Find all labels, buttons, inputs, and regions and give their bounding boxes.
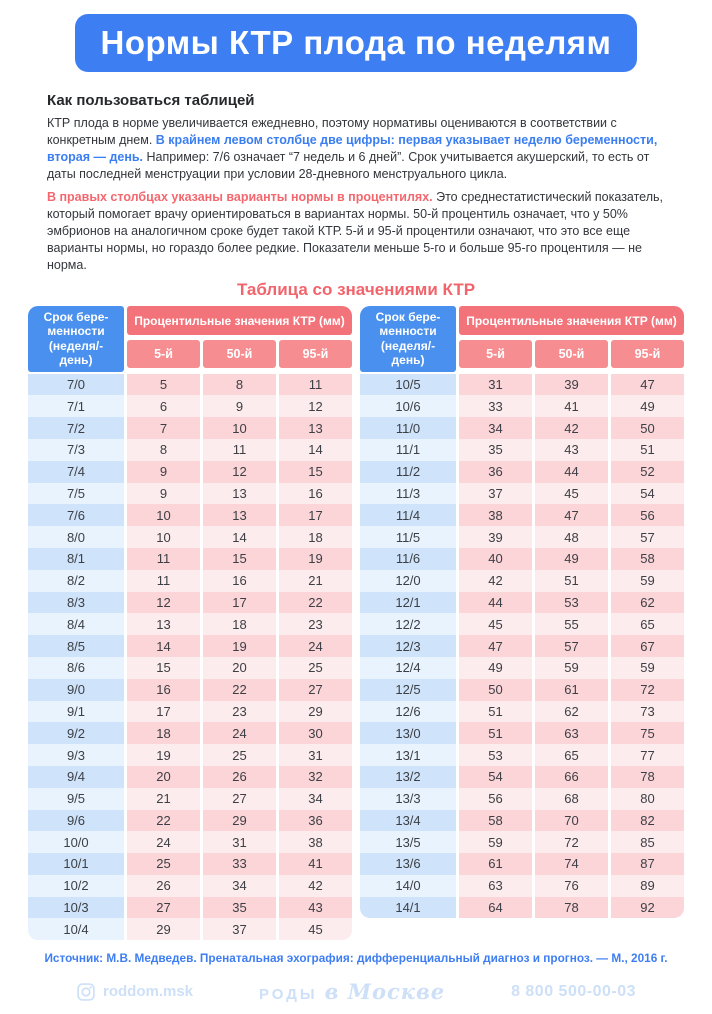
gestation-week-cell: 7/4 [28, 461, 124, 483]
ktr-value-cell: 41 [535, 395, 608, 417]
gestation-week-cell: 8/3 [28, 592, 124, 614]
gestation-week-cell: 10/0 [28, 831, 124, 853]
ktr-value-cell: 24 [127, 831, 200, 853]
gestation-week-cell: 8/0 [28, 526, 124, 548]
ktr-value-cell: 29 [203, 810, 276, 832]
ktr-value-cell: 33 [203, 853, 276, 875]
gestation-week-cell: 13/2 [360, 766, 456, 788]
ktr-value-cell: 59 [611, 657, 684, 679]
ktr-value-cell: 22 [127, 810, 200, 832]
ktr-value-cell: 9 [127, 483, 200, 505]
percentile-5th-header: 5-й [459, 340, 532, 368]
ktr-value-cell: 14 [203, 526, 276, 548]
ktr-value-cell: 56 [459, 788, 532, 810]
ktr-value-cell: 18 [127, 722, 200, 744]
ktr-value-cell: 19 [279, 548, 352, 570]
ktr-value-cell: 31 [203, 831, 276, 853]
ktr-value-cell: 50 [459, 679, 532, 701]
ktr-value-cell: 12 [279, 395, 352, 417]
percentile-subheaders [459, 340, 684, 371]
ktr-value-cell: 47 [535, 504, 608, 526]
ktr-value-cell: 38 [279, 831, 352, 853]
p2-red-emphasis: В правых столбцах указаны варианты нормы в процентилях. [47, 190, 433, 204]
ktr-value-cell: 10 [127, 526, 200, 548]
ktr-value-cell: 7 [127, 417, 200, 439]
gestation-week-cell: 7/2 [28, 417, 124, 439]
p1-blue-emphasis: В крайнем левом столбце две цифры: первая указывает неделю беременности, вторая — день. [47, 133, 658, 164]
ktr-value-cell: 13 [203, 504, 276, 526]
gestation-week-cell: 7/0 [28, 374, 124, 396]
ktr-value-cell: 31 [279, 744, 352, 766]
ktr-value-cell: 25 [203, 744, 276, 766]
ktr-value-cell: 8 [203, 374, 276, 396]
how-to-heading: Как пользоваться таблицей [47, 92, 255, 109]
gestation-week-cell: 10/5 [360, 374, 456, 396]
ktr-value-cell: 49 [459, 657, 532, 679]
ktr-value-cell: 44 [535, 461, 608, 483]
table-header-left [28, 306, 352, 372]
gestation-week-cell: 7/1 [28, 395, 124, 417]
gestation-week-cell: 11/5 [360, 526, 456, 548]
table-body-right [360, 374, 684, 919]
ktr-value-cell: 10 [203, 417, 276, 439]
ktr-table-left [28, 306, 352, 940]
ktr-value-cell: 61 [459, 853, 532, 875]
ktr-value-cell: 10 [127, 504, 200, 526]
instagram-icon [76, 982, 96, 1002]
gestation-week-cell: 11/3 [360, 483, 456, 505]
ktr-value-cell: 16 [203, 570, 276, 592]
ktr-value-cell: 73 [611, 701, 684, 723]
ktr-value-cell: 62 [611, 592, 684, 614]
ktr-value-cell: 65 [535, 744, 608, 766]
ktr-value-cell: 68 [535, 788, 608, 810]
ktr-value-cell: 33 [459, 395, 532, 417]
ktr-value-cell: 63 [459, 875, 532, 897]
gestation-week-cell: 13/6 [360, 853, 456, 875]
ktr-value-cell: 18 [279, 526, 352, 548]
ktr-value-cell: 45 [459, 613, 532, 635]
ktr-value-cell: 15 [279, 461, 352, 483]
gestation-week-cell: 12/6 [360, 701, 456, 723]
ktr-value-cell: 36 [459, 461, 532, 483]
logo-text-caps: РОДЫ [258, 986, 318, 1004]
gestation-week-cell: 9/5 [28, 788, 124, 810]
ktr-value-cell: 65 [611, 613, 684, 635]
ktr-value-cell: 18 [203, 613, 276, 635]
gestation-week-cell: 11/1 [360, 439, 456, 461]
page-title: Нормы КТР плода по неделям [100, 24, 612, 61]
ktr-value-cell: 56 [611, 504, 684, 526]
ktr-value-cell: 25 [127, 853, 200, 875]
ktr-value-cell: 89 [611, 875, 684, 897]
table-section-title: Таблица со значениями КТР [236, 280, 476, 299]
ktr-value-cell: 61 [535, 679, 608, 701]
ktr-value-cell: 35 [203, 897, 276, 919]
gestation-week-cell: 8/6 [28, 657, 124, 679]
ktr-value-cell: 36 [279, 810, 352, 832]
ktr-value-cell: 6 [127, 395, 200, 417]
ktr-value-cell: 58 [459, 810, 532, 832]
ktr-value-cell: 11 [127, 570, 200, 592]
ktr-value-cell: 15 [203, 548, 276, 570]
gestation-column-header: Срок бере-менности (неделя/-день) [28, 306, 124, 372]
gestation-week-cell: 9/1 [28, 701, 124, 723]
gestation-week-cell: 14/0 [360, 875, 456, 897]
table-header-right [360, 306, 684, 372]
ktr-value-cell: 35 [459, 439, 532, 461]
ktr-value-cell: 51 [611, 439, 684, 461]
ktr-value-cell: 29 [127, 918, 200, 940]
ktr-value-cell: 42 [535, 417, 608, 439]
gestation-week-cell: 11/6 [360, 548, 456, 570]
ktr-value-cell: 52 [611, 461, 684, 483]
ktr-value-cell: 77 [611, 744, 684, 766]
gestation-week-cell: 11/4 [360, 504, 456, 526]
ktr-value-cell: 43 [279, 897, 352, 919]
gestation-week-cell: 14/1 [360, 897, 456, 919]
p1-text-start: КТР плода в норме увеличивается ежедневно, поэтому нормативы оцениваются в соответствии с конкретным днем. [47, 116, 617, 147]
ktr-value-cell: 72 [535, 831, 608, 853]
page-title-banner [75, 14, 637, 72]
ktr-value-cell: 12 [203, 461, 276, 483]
ktr-value-cell: 80 [611, 788, 684, 810]
ktr-value-cell: 57 [535, 635, 608, 657]
ktr-value-cell: 47 [459, 635, 532, 657]
ktr-value-cell: 42 [279, 875, 352, 897]
gestation-week-cell: 13/3 [360, 788, 456, 810]
instagram-handle: roddom.msk [103, 983, 194, 1001]
ktr-value-cell: 27 [279, 679, 352, 701]
ktr-value-cell: 11 [279, 374, 352, 396]
ktr-value-cell: 15 [127, 657, 200, 679]
ktr-value-cell: 14 [279, 439, 352, 461]
ktr-value-cell: 23 [203, 701, 276, 723]
percentile-group-header: Процентильные значения КТР (мм) [127, 306, 352, 335]
ktr-value-cell: 21 [127, 788, 200, 810]
gestation-week-cell: 12/3 [360, 635, 456, 657]
ktr-value-cell: 38 [459, 504, 532, 526]
ktr-value-cell: 59 [459, 831, 532, 853]
percentile-95th-header: 95-й [279, 340, 352, 368]
ktr-value-cell: 49 [611, 395, 684, 417]
gestation-week-cell: 9/4 [28, 766, 124, 788]
ktr-value-cell: 34 [203, 875, 276, 897]
ktr-value-cell: 92 [611, 897, 684, 919]
ktr-value-cell: 53 [535, 592, 608, 614]
ktr-value-cell: 82 [611, 810, 684, 832]
gestation-week-cell: 9/0 [28, 679, 124, 701]
ktr-value-cell: 27 [203, 788, 276, 810]
table-body-left [28, 374, 352, 941]
ktr-value-cell: 16 [127, 679, 200, 701]
gestation-week-cell: 7/3 [28, 439, 124, 461]
ktr-value-cell: 17 [203, 592, 276, 614]
ktr-value-cell: 40 [459, 548, 532, 570]
ktr-value-cell: 30 [279, 722, 352, 744]
ktr-value-cell: 20 [203, 657, 276, 679]
ktr-value-cell: 45 [535, 483, 608, 505]
ktr-value-cell: 13 [127, 613, 200, 635]
ktr-value-cell: 53 [459, 744, 532, 766]
ktr-value-cell: 87 [611, 853, 684, 875]
percentile-50th-header: 50-й [535, 340, 608, 368]
ktr-value-cell: 70 [535, 810, 608, 832]
ktr-value-cell: 39 [535, 374, 608, 396]
ktr-value-cell: 66 [535, 766, 608, 788]
ktr-value-cell: 34 [459, 417, 532, 439]
gestation-week-cell: 9/6 [28, 810, 124, 832]
ktr-value-cell: 49 [535, 548, 608, 570]
ktr-value-cell: 51 [459, 701, 532, 723]
gestation-week-cell: 13/5 [360, 831, 456, 853]
ktr-value-cell: 51 [535, 570, 608, 592]
ktr-value-cell: 13 [203, 483, 276, 505]
ktr-value-cell: 59 [611, 570, 684, 592]
ktr-value-cell: 67 [611, 635, 684, 657]
gestation-week-cell: 9/3 [28, 744, 124, 766]
ktr-value-cell: 37 [203, 918, 276, 940]
ktr-value-cell: 5 [127, 374, 200, 396]
ktr-value-cell: 19 [203, 635, 276, 657]
ktr-value-cell: 47 [611, 374, 684, 396]
footer [76, 979, 636, 1004]
ktr-value-cell: 37 [459, 483, 532, 505]
percentile-95th-header: 95-й [611, 340, 684, 368]
source-citation: Источник: М.В. Медведев. Пренатальная эхография: дифференциальный диагноз и прогноз. — М., 2016 г. [44, 951, 668, 966]
ktr-value-cell: 19 [127, 744, 200, 766]
ktr-value-cell: 27 [127, 897, 200, 919]
gestation-week-cell: 10/1 [28, 853, 124, 875]
ktr-value-cell: 20 [127, 766, 200, 788]
gestation-week-cell: 13/1 [360, 744, 456, 766]
ktr-value-cell: 55 [535, 613, 608, 635]
ktr-value-cell: 45 [279, 918, 352, 940]
ktr-value-cell: 21 [279, 570, 352, 592]
ktr-value-cell: 14 [127, 635, 200, 657]
how-to-paragraph-1 [47, 115, 665, 183]
ktr-value-cell: 51 [459, 722, 532, 744]
ktr-value-cell: 13 [279, 417, 352, 439]
ktr-value-cell: 58 [611, 548, 684, 570]
percentile-group-header: Процентильные значения КТР (мм) [459, 306, 684, 335]
gestation-week-cell: 7/5 [28, 483, 124, 505]
ktr-value-cell: 39 [459, 526, 532, 548]
ktr-value-cell: 43 [535, 439, 608, 461]
ktr-value-cell: 9 [203, 395, 276, 417]
p1-text-end: Например: 7/6 означает “7 недель и 6 дней”. Срок учитывается акушерский, то есть от даты последней менструации при условии 28-дневного менструального цикла. [47, 150, 650, 181]
gestation-week-cell: 10/2 [28, 875, 124, 897]
ktr-value-cell: 32 [279, 766, 352, 788]
ktr-value-cell: 29 [279, 701, 352, 723]
ktr-tables [28, 306, 684, 940]
phone-number: 8 800 500-00-03 [511, 982, 636, 1000]
p2-text: Это среднестатистический показатель, который помогает врачу ориентироваться в вариантах нормы. 50-й процентиль означает, что у 50% эмбрионов на аналогичном сроке будет такой КТР. 5-й и 95-й процентили означают, что это все еще варианты нормы, но гораздо более редкие. Показатели меньше 5-го и больше 95-го процентиля — не норма. [47, 190, 664, 272]
ktr-value-cell: 26 [203, 766, 276, 788]
ktr-value-cell: 22 [279, 592, 352, 614]
ktr-value-cell: 44 [459, 592, 532, 614]
gestation-week-cell: 12/0 [360, 570, 456, 592]
gestation-week-cell: 10/6 [360, 395, 456, 417]
ktr-value-cell: 64 [459, 897, 532, 919]
ktr-value-cell: 25 [279, 657, 352, 679]
ktr-value-cell: 34 [279, 788, 352, 810]
ktr-value-cell: 24 [279, 635, 352, 657]
ktr-value-cell: 11 [127, 548, 200, 570]
instagram-block [76, 982, 193, 1002]
gestation-week-cell: 12/1 [360, 592, 456, 614]
gestation-week-cell: 12/4 [360, 657, 456, 679]
gestation-week-cell: 11/2 [360, 461, 456, 483]
ktr-value-cell: 74 [535, 853, 608, 875]
ktr-table-right [360, 306, 684, 940]
percentile-subheaders [127, 340, 352, 371]
ktr-value-cell: 24 [203, 722, 276, 744]
gestation-week-cell: 12/2 [360, 613, 456, 635]
ktr-value-cell: 63 [535, 722, 608, 744]
percentile-50th-header: 50-й [203, 340, 276, 368]
gestation-week-cell: 10/3 [28, 897, 124, 919]
ktr-value-cell: 22 [203, 679, 276, 701]
ktr-value-cell: 23 [279, 613, 352, 635]
brand-logo [259, 979, 445, 1004]
gestation-week-cell: 13/4 [360, 810, 456, 832]
ktr-value-cell: 42 [459, 570, 532, 592]
ktr-value-cell: 26 [127, 875, 200, 897]
ktr-value-cell: 12 [127, 592, 200, 614]
how-to-section [0, 92, 712, 274]
gestation-week-cell: 8/2 [28, 570, 124, 592]
ktr-value-cell: 72 [611, 679, 684, 701]
ktr-value-cell: 9 [127, 461, 200, 483]
ktr-value-cell: 76 [535, 875, 608, 897]
ktr-value-cell: 41 [279, 853, 352, 875]
ktr-value-cell: 48 [535, 526, 608, 548]
percentile-5th-header: 5-й [127, 340, 200, 368]
ktr-value-cell: 31 [459, 374, 532, 396]
gestation-week-cell: 8/4 [28, 613, 124, 635]
gestation-week-cell: 7/6 [28, 504, 124, 526]
ktr-value-cell: 17 [279, 504, 352, 526]
ktr-value-cell: 78 [611, 766, 684, 788]
ktr-value-cell: 50 [611, 417, 684, 439]
logo-text-script: в Москве [324, 979, 446, 1005]
gestation-week-cell: 12/5 [360, 679, 456, 701]
ktr-value-cell: 8 [127, 439, 200, 461]
ktr-value-cell: 16 [279, 483, 352, 505]
gestation-week-cell: 11/0 [360, 417, 456, 439]
ktr-value-cell: 17 [127, 701, 200, 723]
gestation-column-header: Срок бере-менности (неделя/-день) [360, 306, 456, 372]
gestation-week-cell: 10/4 [28, 918, 124, 940]
ktr-value-cell: 54 [459, 766, 532, 788]
how-to-paragraph-2 [47, 189, 665, 274]
ktr-value-cell: 54 [611, 483, 684, 505]
ktr-value-cell: 62 [535, 701, 608, 723]
ktr-value-cell: 78 [535, 897, 608, 919]
ktr-value-cell: 57 [611, 526, 684, 548]
ktr-value-cell: 11 [203, 439, 276, 461]
ktr-value-cell: 59 [535, 657, 608, 679]
ktr-value-cell: 75 [611, 722, 684, 744]
gestation-week-cell: 13/0 [360, 722, 456, 744]
gestation-week-cell: 8/1 [28, 548, 124, 570]
ktr-value-cell: 85 [611, 831, 684, 853]
gestation-week-cell: 9/2 [28, 722, 124, 744]
gestation-week-cell: 8/5 [28, 635, 124, 657]
